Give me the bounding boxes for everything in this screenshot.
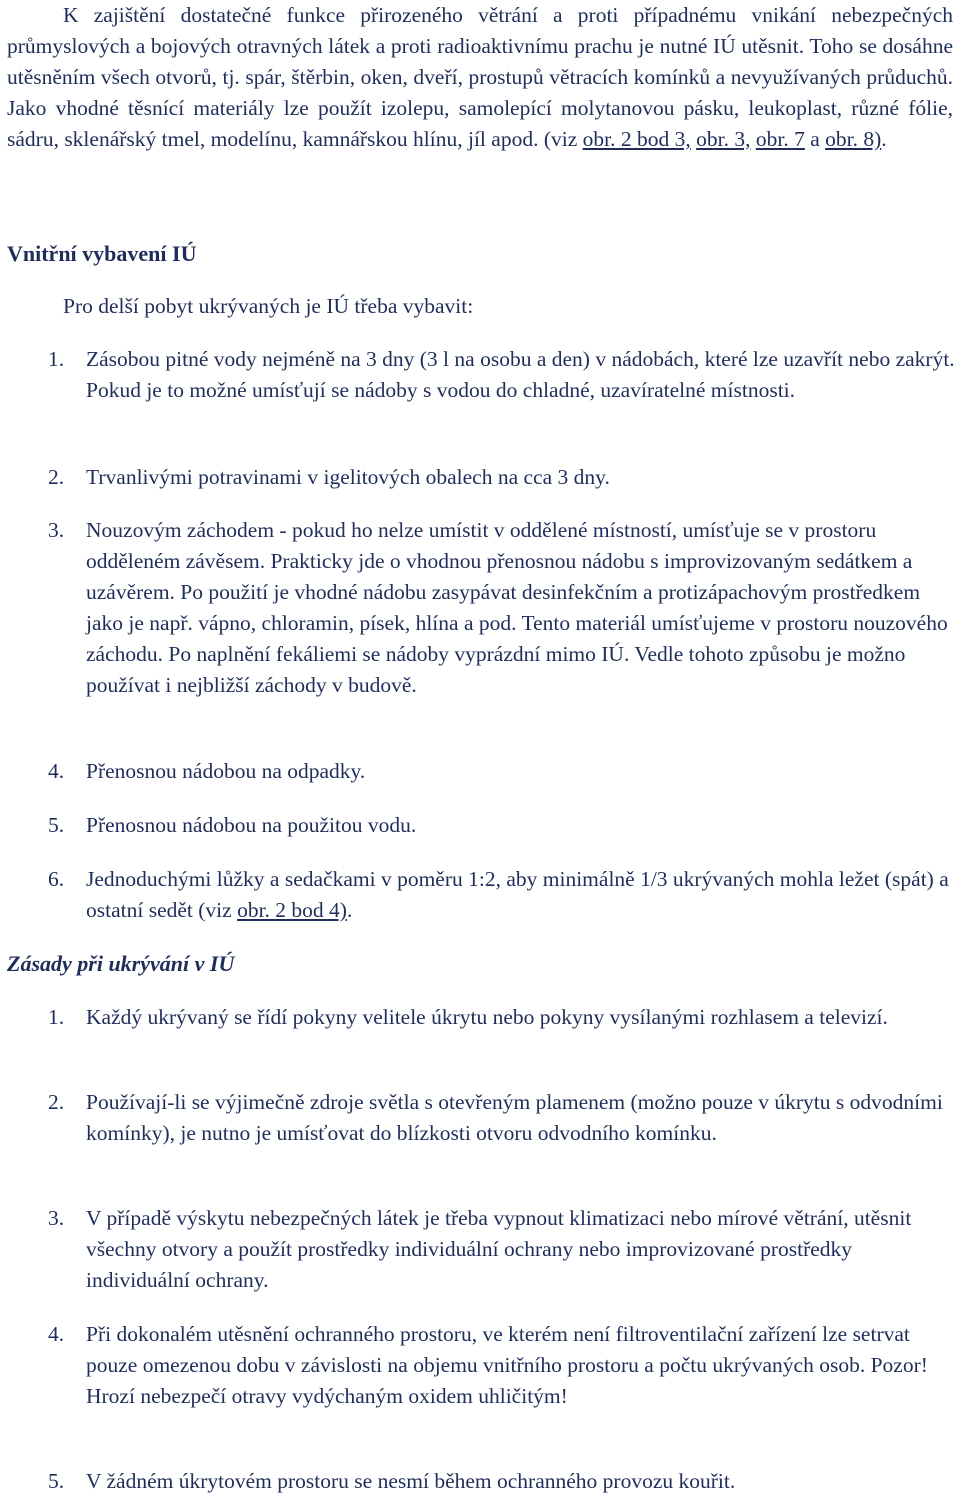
section-lead: Pro delší pobyt ukrývaných je IÚ třeba vybavit:: [63, 294, 474, 318]
link-obr-3[interactable]: obr. 3,: [696, 127, 751, 151]
link-obr-8[interactable]: obr. 8): [825, 127, 882, 151]
link-obr-2-bod-4[interactable]: obr. 2 bod 4): [237, 898, 347, 922]
section-heading-zasady: Zásady při ukrývání v IÚ: [7, 951, 235, 976]
intro-conjunction: a: [804, 127, 826, 151]
intro-text: K zajištění dostatečné funkce přirozeného větrání a proti případnému vnikání nebezpečných průmyslových a bojových otravných látek a proti radioaktivnímu prachu je nutné IÚ utěsnit. Toho se dosáhne utěsněním všech otvorů, tj. spár, štěrbin, oken, dveří, prostupů větracích komínků a nevyužívaných průduchů. Jako vhodné těsnící materiály lze použít izolepu, samolepící molytanovou pásku, leukoplast, různé fólie, sádru, sklenářský tmel, modelínu, kamnářskou hlínu, jíl apod. (viz: [7, 3, 953, 151]
intro-paragraph: K zajištění dostatečné funkce přirozeného větrání a proti případnému vnikání nebezpečných průmyslových a bojových otravných látek a proti radioaktivnímu prachu je nutné IÚ utěsnit. Toho se dosáhne utěsněním všech otvorů, tj. spár, štěrbin, oken, dveří, prostupů větracích komínků a nevyužívaných průduchů. Jako vhodné těsnící materiály lze použít izolepu, samolepící molytanovou pásku, leukoplast, různé fólie, sádru, sklenářský tmel, modelínu, kamnářskou hlínu, jíl apod. (viz obr. 2 bod 3, obr. 3, obr. 7 a obr. 8).: [7, 3, 953, 151]
link-obr-2-bod-3[interactable]: obr. 2 bod 3,: [582, 127, 691, 151]
section-heading-vybaveni: Vnitřní vybavení IÚ: [7, 241, 197, 266]
link-obr-7[interactable]: obr. 7: [755, 127, 805, 151]
document-page: K zajištění dostatečné funkce přirozeného větrání a proti případnému vnikání nebezpečných průmyslových a bojových otravných látek a proti radioaktivnímu prachu je nutné IÚ utěsnit. Toho se dosáhne utěsněním všech otvorů, tj. spár, štěrbin, oken, dveří, prostupů větracích komínků a nevyužívaných průduchů. Jako vhodné těsnící materiály lze použít izolepu, samolepící molytanovou pásku, leukoplast, různé fólie, sádru, sklenářský tmel, modelínu, kamnářskou hlínu, jíl apod. (viz obr. 2 bod 3, obr. 3, obr. 7 a obr. 8). Vnitřní vybavení IÚ Pro delší pobyt ukrývaných je IÚ třeba vybavit: 1. Zásobou pitné vody nejméně na 3 dny (3 l na osobu a den) v nádobách, které lze uzavřít nebo zakrýt. Pokud je to možné umísťují se nádoby s vodou do chladné, uzavíratelné místnosti. 2. Trvanlivými potravinami v igelitových obalech na cca 3 dny. 3. Nouzovým záchodem - pokud ho nelze umístit v oddělené místností, umísťuje se v prostoru odděleném závěsem. Prakticky jde o vhodnou přenosnou nádobu s improvizovaným sedátkem a uzávěrem. Po použití je vhodné nádobu zasypávat desinfekčním a protizápachovým prostředkem jako je např. vápno, chloramin, písek, hlína a pod. Tento materiál umísťujeme v prostoru nouzového záchodu. Po naplnění fekáliemi se nádoby vyprázdní mimo IÚ. Vedle tohoto způsobu je možno používat i nejbližší záchody v budově. 4. Přenosnou nádobou na odpadky. 5. Přenosnou nádobou na použitou vodu. 6. Jednoduchými lůžky a sedačkami v poměru 1:2, aby minimálně 1/3 ukrývaných mohla ležet (spát) a ostatní sedět (viz obr. 2 bod 4). Zásady při ukrývání v IÚ 1. Každý ukrývaný se řídí pokyny velitele úkrytu nebo pokyny vysílanými rozhlasem a televizí. 2. Používají-li se výjimečně zdroje světla s otevřeným plamenem (možno pouze v úkrytu s odvodními komínky), je nutno je umísťovat do blízkosti otvoru odvodního komínku. 3. V případě výskytu nebezpečných látek je třeba vypnout klimatizaci nebo mírové větrání, utěsnit všechny otvory a použít prostředky individuální ochrany nebo improvizované prostředky individuální ochrany. 4. Při dokonalém utěsnění ochranného prostoru, ve kterém není filtroventilační zařízení lze setrvat pouze omezenou dobu v závislosti na objemu vnitřního prostoru a počtu ukrývaných osob. Pozor! Hrozí nebezpečí otravy vydýchaným oxidem uhličitým! 5. V žádném úkrytovém prostoru se nesmí během ochranného provozu kouřit.: [0, 0, 960, 1498]
